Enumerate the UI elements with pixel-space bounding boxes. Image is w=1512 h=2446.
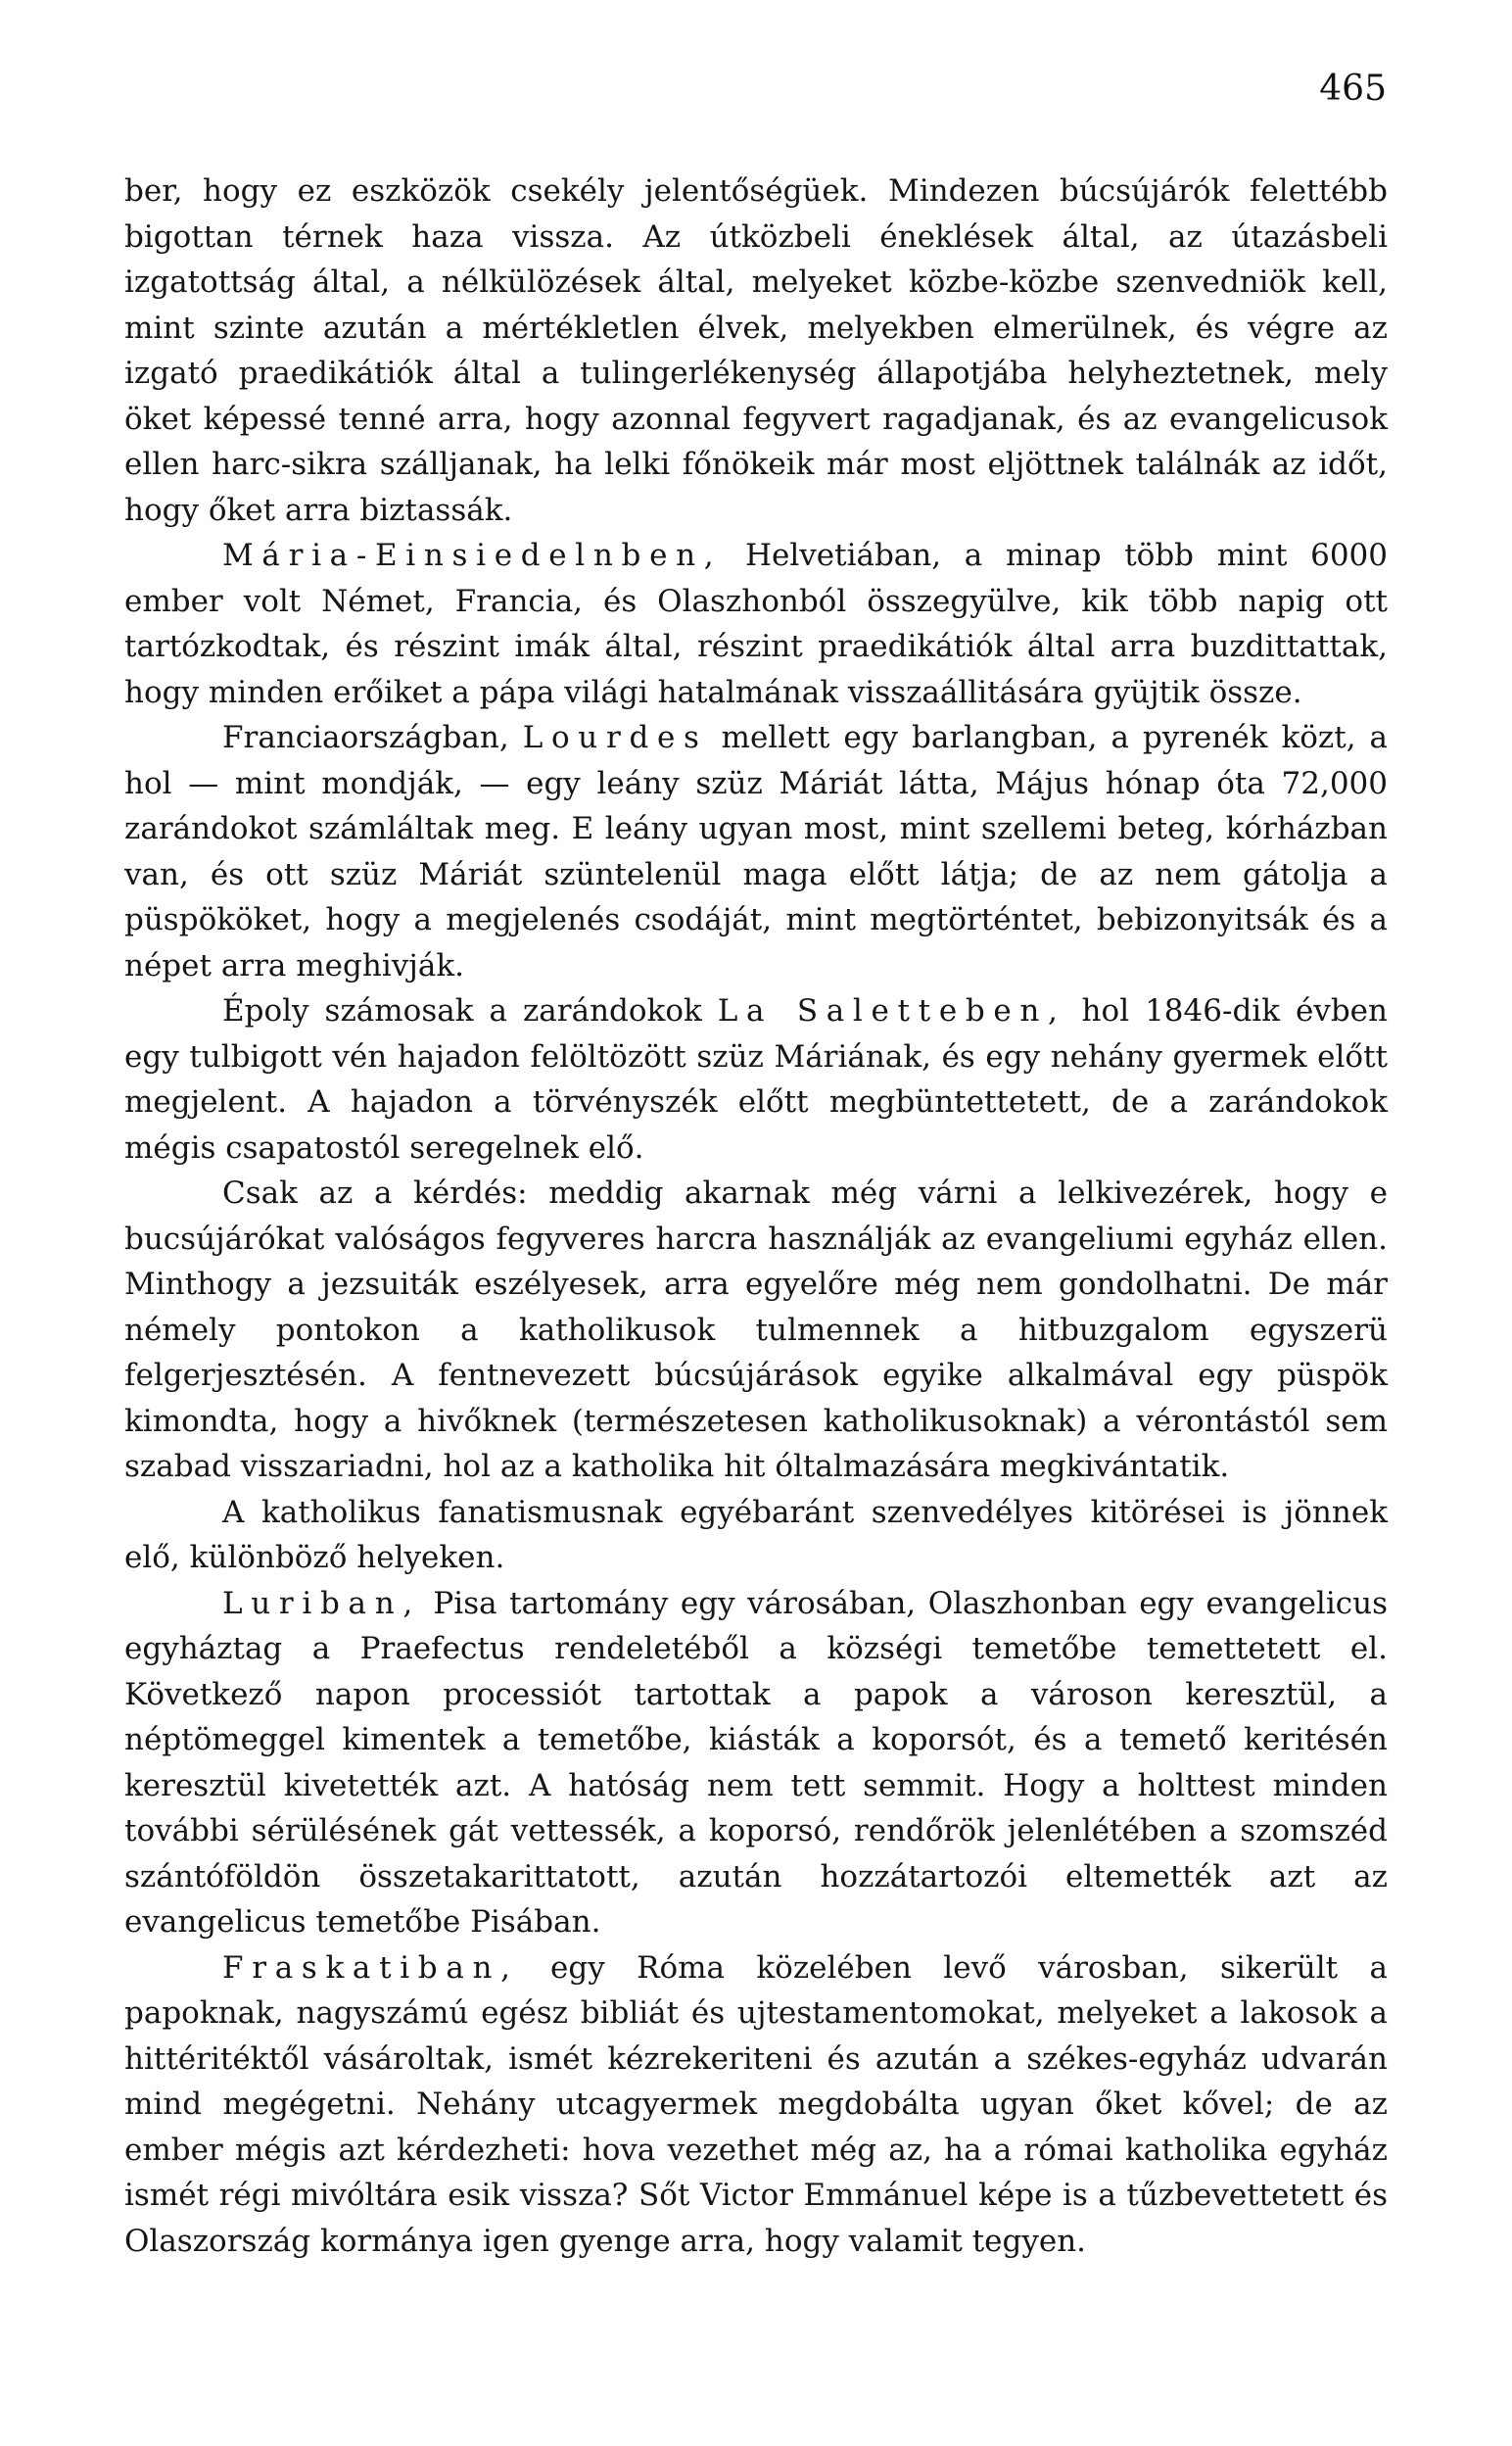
paragraph-text: egy Róma közelében levő városban, sikerült a papoknak, nagyszámú egész bibliát és ujtestamentomokat, melyeket a lakosok a hittéritéktől vásároltak, ismét kézrekeriteni és azután a székes-egyház udvarán mind megégetni. Nehány utcagyermek megdobálta ugyan őket kővel; de az ember mégis azt kérdezheti: hova vezethet még az, ha a római katholika egyház ismét régi mivóltára esik vissza? Sőt Victor Emmánuel képe is a tűzbevettetett és Olaszország kormánya igen gyenge arra, hogy valamit tegyen. [124,1949,1388,2259]
place-name-spaced: Mária-Einsiedelnben, [222,538,723,573]
paragraph-4 [124,988,1388,1171]
paragraph-7 [124,1581,1388,1945]
paragraph-text: hol 1846-dik évben egy tulbigott vén hajadon felöltözött szüz Máriának, és egy nehány gyermek előtt megjelent. A hajadon a törvényszék előtt megbüntettetett, de a zarándokok mégis csapatostól seregelnek elő. [124,993,1388,1166]
paragraph-text: mellett egy barlangban, a pyrenék közt, a hol — mint mondják, — egy leány szüz Máriát látta, Május hónap óta 72,000 zarándokot számláltak meg. E leány ugyan most, mint szellemi beteg, kórházban van, és ott szüz Máriát szüntelenül maga előtt látja; de az nem gátolja a püspököket, hogy a megjelenés csodáját, mint megtörténtet, bebizonyitsák és a népet arra meghivják. [124,720,1388,983]
paragraph-text: Helvetiában, a minap több mint 6000 ember volt Német, Francia, és Olaszhonból összegyülve, kik több napig ott tartózkodtak, és részint imák által, részint praedikátiók által arra buzdittattak, hogy minden erőiket a pápa világi hatalmának visszaállitására gyüjtik össze. [124,538,1388,710]
paragraph-1 [124,168,1388,533]
paragraph-text: ber, hogy ez eszközök csekély jelentőségüek. Mindezen búcsújárók felettébb bigottan térnek haza vissza. Az útközbeli éneklések által, az útazásbeli izgatottság által, a nélkülözések által, melyeket közbe-közbe szenvedniök kell, mint szinte azután a mértékletlen élvek, melyekben elmerülnek, és végre az izgató praedikátiók által a tulingerlékenység állapotjába helyheztetnek, mely öket képessé tenné arra, hogy azonnal fegyvert ragadjanak, és az evangelicusok ellen harc-sikra szálljanak, ha lelki főnökeik már most eljöttnek találnák az időt, hogy őket arra biztassák. [124,173,1388,528]
paragraph-6 [124,1490,1388,1581]
place-name-spaced: Luriban, [222,1585,421,1621]
place-name-spaced: Lourdes [522,720,708,755]
place-name-spaced: Fraskatiban, [222,1949,519,1986]
paragraph-text: Pisa tartomány egy városában, Olaszhonban egy evangelicus egyháztag a Praefectus rendeletéből a községi temetőbe temettetett el. Következő napon processiót tartottak a papok a városon keresztül, a néptömeggel kimentek a temetőbe, kiásták a koporsót, és a temető keritésén keresztül kivetették azt. A hatóság nem tett semmit. Hogy a holttest minden további sérülésének gát vettessék, a koporsó, rendőrök jelenlétében a szomszéd szántóföldön összetakarittatott, azután hozzátartozói eltemették azt az evangelicus temetőbe Pisában. [124,1585,1388,1940]
paragraph-8 [124,1945,1388,2265]
paragraph-lead: Époly számosak a zarándokok [222,993,718,1029]
paragraph-3 [124,715,1388,988]
place-name-spaced: La Saletteben, [717,993,1066,1029]
paragraph-lead: Franciaországban, [222,720,523,755]
paragraph-text: A katholikus fanatismusnak egyébaránt szenvedélyes kitörései is jönnek elő, különböző helyeken. [124,1494,1388,1575]
paragraph-text: Csak az a kérdés: meddig akarnak még várni a lelkivezérek, hogy e bucsújárókat valóságos fegyveres harcra használják az evangeliumi egyház ellen. Minthogy a jezsuiták eszélyesek, arra egyelőre még nem gondolhatni. De már némely pontokon a katholikusok tulmennek a hitbuzgalom egyszerü felgerjesztésén. A fentnevezett búcsújárások egyike alkalmával egy püspök kimondta, hogy a hivőknek (természetesen katholikusoknak) a vérontástól sem szabad visszariadni, hol az a katholika hit óltalmazására megkivántatik. [124,1175,1388,1484]
page-text [124,168,1388,2264]
page-number: 465 [1319,69,1387,109]
paragraph-5 [124,1171,1388,1490]
paragraph-2 [124,533,1388,715]
